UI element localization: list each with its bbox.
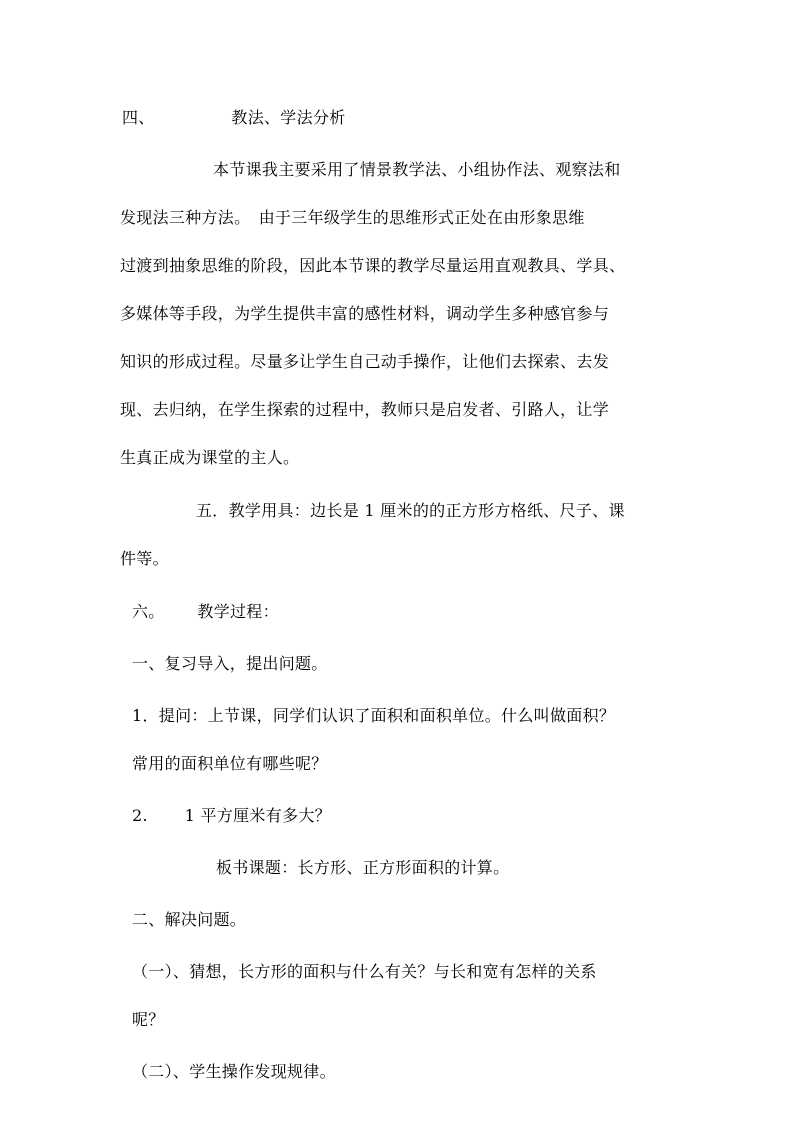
paragraph-line: 本节课我主要采用了情景教学法、小组协作法、观察法和 bbox=[213, 160, 621, 179]
question-two-number: 2. bbox=[132, 806, 148, 825]
section-six-heading bbox=[132, 600, 279, 624]
part-two-heading: 二、解决问题。 bbox=[132, 910, 247, 929]
section-five-line: 五．教学用具：边长是 1 厘米的的正方形方格纸、尺子、课 bbox=[196, 501, 625, 520]
board-title: 板书课题：长方形、正方形面积的计算。 bbox=[216, 858, 510, 877]
paragraph-line: 知识的形成过程。尽量多让学生自己动手操作，让他们去探索、去发 bbox=[120, 352, 610, 371]
subsection-one-line: 呢？ bbox=[132, 1010, 165, 1029]
question-one-line: 1．提问：上节课，同学们认识了面积和面积单位。什么叫做面积？ bbox=[132, 706, 616, 725]
paragraph-line: 发现法三种方法。 由于三年级学生的思维形式正处在由形象思维 bbox=[120, 208, 585, 227]
question-two bbox=[132, 804, 331, 828]
part-one-heading: 一、复习导入，提出问题。 bbox=[132, 654, 328, 673]
question-two-text: 1 平方厘米有多大？ bbox=[184, 806, 331, 825]
paragraph-line: 生真正成为课堂的主人。 bbox=[120, 448, 300, 467]
section-four-heading bbox=[122, 106, 346, 130]
section-six-title: 教学过程： bbox=[197, 602, 279, 621]
subsection-two-line: （二）、学生操作发现规律。 bbox=[132, 1062, 336, 1081]
subsection-one-line: （一）、猜想，长方形的面积与什么有关？与长和宽有怎样的关系 bbox=[132, 962, 597, 981]
paragraph-line: 过渡到抽象思维的阶段，因此本节课的教学尽量运用直观教具、学具、 bbox=[120, 256, 626, 275]
section-five-line: 件等。 bbox=[120, 549, 169, 568]
section-four-number: 四、 bbox=[122, 108, 155, 127]
paragraph-line: 现、去归纳，在学生探索的过程中，教师只是启发者、引路人，让学 bbox=[120, 400, 610, 419]
question-one-line: 常用的面积单位有哪些呢？ bbox=[132, 754, 328, 773]
section-four-title: 教法、学法分析 bbox=[231, 108, 346, 127]
section-six-number: 六。 bbox=[132, 602, 165, 621]
paragraph-line: 多媒体等手段，为学生提供丰富的感性材料，调动学生多种感官参与 bbox=[120, 304, 610, 323]
